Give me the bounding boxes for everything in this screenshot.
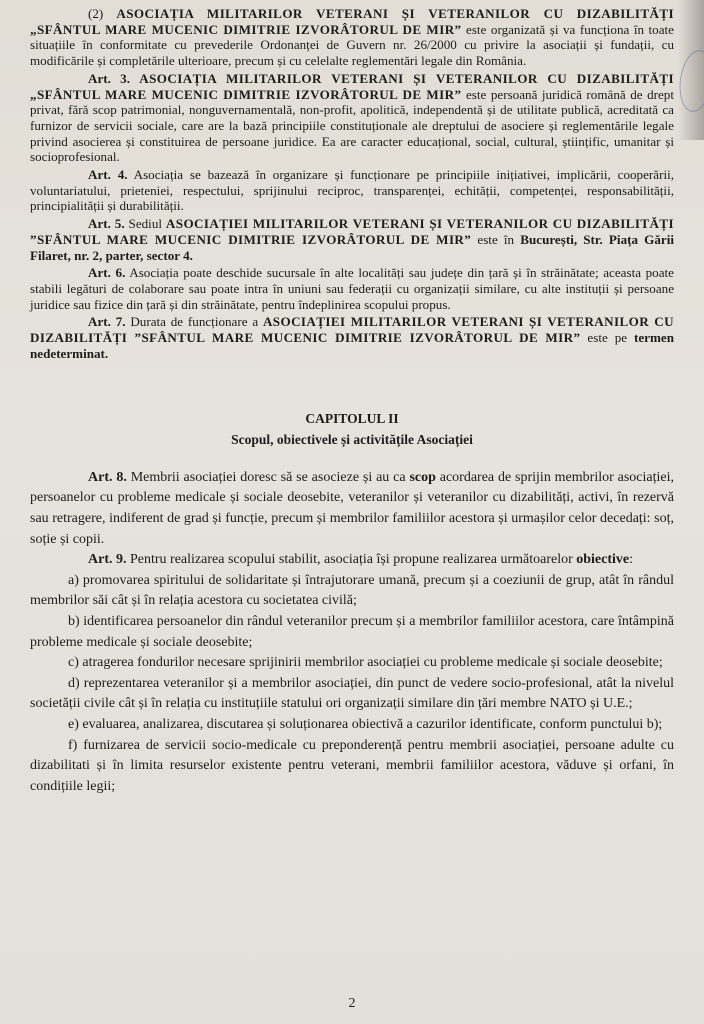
objective-item-a: a) promovarea spiritului de solidaritate și întrajutorare umană, precum și a coeziunii de grup, atât în rândul membrilor săi cât și în relația acestora cu societatea civilă; [30, 572, 674, 609]
paragraph-text: Durata de funcționare a [125, 314, 263, 330]
association-name: ASOCIAȚIEI MILITARILOR VETERANI ȘI VETERANILOR CU DIZABILITĂȚI ”SFÂNTUL MARE MUCENIC DIMITRIE IZVORÂTORUL DE MIR” [30, 216, 675, 247]
paragraph-art7 [30, 314, 674, 361]
article-label: Art. 5. [88, 216, 125, 232]
paragraph-text: este persoană juridică română de drept privat, fără scop patrimonial, nonguvernamentală, non-profit, apolitică, independentă și de utilitate publică, acreditată ca furnizor de servicii sociale, care are la bază principiile constituționale ale dreptului de asociere și reglementările legale privind asocierea și constituirea de persoane juridice. Ea are caracter educațional, social, cultural, științific, umanitar și socioprofesional. [30, 86, 674, 165]
paragraph-art9 [30, 550, 674, 571]
association-name: ASOCIAȚIEI MILITARILOR VETERANI ȘI VETERANILOR CU DIZABILITĂȚI ”SFÂNTUL MARE MUCENIC DIMITRIE IZVORÂTORUL DE MIR” [30, 314, 674, 346]
objective-item-e: e) evaluarea, analizarea, discutarea și soluționarea obiectivă a cazurilor identificate, conform punctului b); [68, 717, 663, 732]
paragraph-art5 [30, 216, 674, 263]
paragraph-art8 [30, 468, 674, 550]
paragraph-art3 [30, 71, 674, 165]
paragraph-text: Sediul [124, 216, 166, 232]
article-label: Art. 6. [88, 265, 126, 281]
paragraph-text: este organizată și va funcționa în toate situațiile în conformitate cu prevederile Ordonanței de Guvern nr. 26/2000 cu privire la asociații și fundații, cu modificările și completările ulterioare, precum și cu celelalte reglementări legale din România. [30, 21, 674, 69]
paragraph-prefix: (2) [88, 6, 117, 21]
paragraph-text: Pentru realizarea scopului stabilit, asociația își propune realizarea următoarelor [126, 552, 577, 568]
paragraph-text: Membrii asociației doresc să se asocieze și au ca [126, 469, 410, 485]
objective-item-c: c) atragerea fondurilor necesare sprijinirii membrilor asociației cu probleme medicale și sociale deosebite; [68, 655, 663, 671]
paragraph-text: este pe [580, 330, 634, 346]
chapter-subtitle: Scopul, obiectivele și activitățile Asociației [231, 432, 473, 448]
keyword-obiective: obiective [576, 552, 630, 568]
paragraph-text: Asociația se bazează în organizare și funcționare pe principiile inițiativei, implicării, cooperării, voluntariatului, prieteniei, respectului, sprijinului reciproc, transparenței, echității, competenței, responsabilității, principialității și durabilității. [30, 167, 674, 214]
paragraph-art4 [30, 167, 674, 214]
paragraph-art2-2 [30, 6, 674, 69]
page-number: 2 [348, 996, 356, 1011]
chapter-body [30, 468, 674, 798]
article-label: Art. 7. [88, 314, 126, 330]
paragraph-text: Asociația poate deschide sucursale în alte localități sau județe din țară și în străinătate; aceasta poate stabili legături de colaborare sau poate intra în uniuni sau federații cu organizații similare, cu alte instituții și persoane juridice sau fizice din țară și din străinătate, pentru îndeplinirea scopului propus. [30, 265, 674, 312]
paragraph-text: acordarea de sprijin membrilor asociației, persoanelor cu probleme medicale și sociale deosebite, veteranilor și veteranilor cu dizabilități, activi, în rezervă sau retragere, indiferent de grad și funcție, precum și membrilor familiilor acestora și urmașilor celor decedați: soț, soție și copii. [30, 469, 674, 547]
keyword-scop: scop [409, 469, 436, 485]
objective-item-f: f) furnizarea de servicii socio-medicale cu preponderență pentru membrii asociației, persoane adulte cu dizabilitati și în limita resurselor existente pentru veterani, membrii familiilor acestora, văduve și orfani, în condițiile legii; [30, 737, 674, 794]
association-name: ASOCIAȚIA MILITARILOR VETERANI ȘI VETERANILOR CU DIZABILITĂȚI „SFÂNTUL MARE MUCENIC DIMITRIE IZVORÂTORUL DE MIR” [30, 70, 674, 102]
headquarters-address: București, Str. Piața Gării Filaret, nr. 2, parter, sector 4. [30, 231, 674, 263]
objective-item-d: d) reprezentarea veteranilor și a membrilor asociației, din punct de vedere socio-profesional, atât la nivelul societății civile cât și în relația cu instituțiile statului ori organizații similare din țări membre NATO și U.E.; [30, 675, 674, 712]
paragraph-art6 [30, 265, 674, 312]
article-label: Art. 9. [88, 552, 127, 568]
paragraph-text: : [629, 552, 634, 568]
article-label: Art. 4. [88, 167, 128, 183]
document-body [30, 6, 674, 797]
paragraph-text: este în [471, 231, 521, 247]
article-label: Art. 8. [88, 469, 127, 485]
association-name: ASOCIAȚIA MILITARILOR VETERANI ȘI VETERANILOR CU DIZABILITĂȚI „SFÂNTUL MARE MUCENIC DIMITRIE IZVORÂTORUL DE MIR” [30, 6, 674, 37]
article-label: Art. 3. [88, 70, 130, 86]
objective-item-b: b) identificarea persoanelor din rândul veteranilor precum și a membrilor familiilor acestora, care întâmpină probleme medicale și sociale deosebite; [30, 614, 674, 650]
chapter-title: CAPITOLUL II [305, 411, 399, 427]
duration-term: termen nedeterminat. [30, 330, 674, 361]
